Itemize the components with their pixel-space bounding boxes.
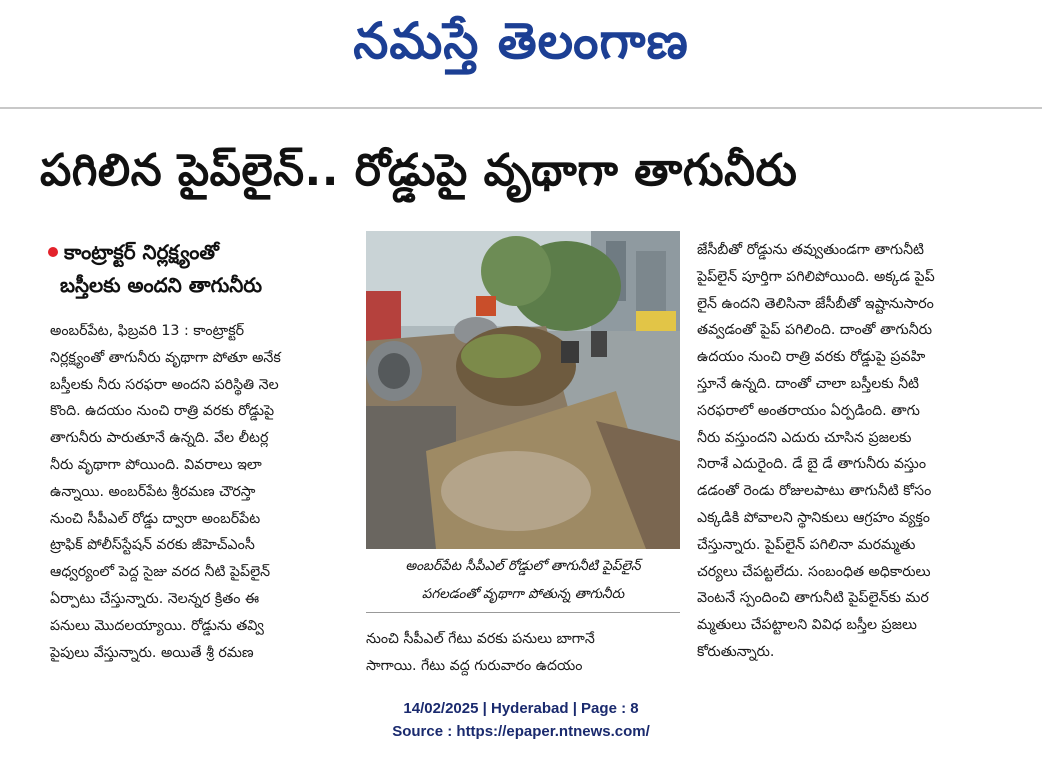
body-line: కొంది. ఉదయం నుంచి రాత్రి వరకు రోడ్డుపై — [50, 403, 275, 420]
article-column-right — [697, 237, 997, 666]
subhead-line-2: బస్తీలకు అందని తాగునీరు — [60, 273, 263, 297]
subhead-line-1: కాంట్రాక్టర్ నిర్లక్ష్యంతో — [64, 240, 219, 264]
article-subhead — [48, 236, 348, 302]
body-line: డడంతో రెండు రోజులపాటు తాగునీటి కోసం — [697, 483, 932, 500]
body-line: నుంచి సీపీఎల్ రోడ్డు ద్వారా అంబర్‌పేట — [50, 510, 261, 527]
body-line: సరఫరాలో అంతరాయం ఏర్పడింది. తాగు — [697, 402, 920, 419]
body-line: జేసీబీతో రోడ్డును తవ్వుతుండగా తాగునీటి — [697, 242, 924, 258]
body-line: ఆధ్వర్యంలో పెద్ద సైజు వరద నీటి పైప్‌లైన్ — [50, 564, 271, 581]
body-line: ఉదయం నుంచి రాత్రి వరకు రోడ్డుపై ప్రవహి — [697, 349, 926, 366]
caption-line-2: పగలడంతో వృథాగా పోతున్న తాగునీరు — [421, 586, 625, 602]
footer-date-line: 14/02/2025 | Hyderabad | Page : 8 — [403, 700, 639, 717]
body-line: ట్రాఫిక్ పోలీస్‌స్టేషన్ వరకు జీహెచ్‌ఎంసీ — [50, 537, 255, 554]
body-line: కోరుతున్నారు. — [697, 643, 775, 660]
footer-source-link[interactable]: Source : https://epaper.ntnews.com/ — [392, 723, 650, 740]
body-line: నిర్లక్ష్యంతో తాగునీరు వృథాగా పోతూ అనేక — [50, 349, 281, 366]
body-line: వెంటనే స్పందించి తాగునీటి పైప్‌లైన్‌కు మర — [697, 590, 929, 607]
body-line: పనులు మొదలయ్యాయి. రోడ్డును తవ్వి — [50, 617, 264, 634]
bullet-icon — [48, 247, 58, 257]
masthead — [0, 0, 1042, 102]
article-column-left — [50, 318, 344, 666]
body-line: తాగునీరు పారుతూనే ఉన్నది. వేల లీటర్ల — [50, 430, 269, 447]
masthead-divider — [0, 107, 1042, 109]
caption-divider — [366, 612, 680, 613]
photo-caption — [366, 552, 680, 608]
body-line: పైపులు వేస్తున్నారు. అయితే శ్రీ రమణ — [50, 644, 254, 661]
body-line: సాగాయి. గేటు వద్ద గురువారం ఉదయం — [366, 657, 583, 674]
masthead-logo: నమస్తే తెలంగాణ — [353, 12, 689, 70]
body-line: మ్మతులు చేపట్టాలని వివిధ బస్తీల ప్రజలు — [697, 617, 917, 634]
body-line: ఏర్పాటు చేస్తున్నారు. నెలన్నర క్రితం ఈ — [50, 590, 260, 607]
body-line: పైప్‌లైన్ పూర్తిగా పగిలిపోయింది. అక్కడ పైప్ — [697, 268, 935, 285]
article-headline: పగిలిన పైప్‌లైన్.. రోడ్డుపై వృథాగా తాగునీరు — [40, 145, 798, 196]
body-line: ఉన్నాయి. అంబర్‌పేట శ్రీరమణ చౌరస్తా — [50, 483, 256, 500]
body-line: నీరు వస్తుందని ఎదురు చూసిన ప్రజలకు — [697, 429, 912, 446]
body-line: బస్తీలకు నీరు సరఫరా అందని పరిస్థితి నెల — [50, 376, 279, 393]
body-line: స్తూనే ఉన్నది. దాంతో చాలా బస్తీలకు నీటి — [697, 375, 919, 392]
body-line: తవ్వడంతో పైప్ పగిలింది. దాంతో తాగునీరు — [697, 322, 932, 339]
article-photo — [366, 231, 680, 549]
body-line: నుంచి సీపీఎల్ గేటు వరకు పనులు బాగానే — [366, 631, 595, 647]
body-line: చేస్తున్నారు. పైప్‌లైన్ పగిలినా మరమ్మతు — [697, 536, 916, 553]
body-line: చర్యలు చేపట్టలేదు. సంబంధిత అధికారులు — [697, 563, 931, 580]
body-line: నీరు వృథాగా పోయింది. వివరాలు ఇలా — [50, 456, 262, 473]
body-line: లైన్ ఉందని తెలిసినా జేసీబీతో ఇష్టానుసారం — [697, 295, 934, 312]
body-line: ఎక్కడికి పోవాలని స్థానికులు ఆగ్రహం వ్యక్తం — [697, 509, 930, 526]
body-line: నిరాశే ఎదురైంది. డే బై డే తాగునీరు వస్తుం — [697, 456, 927, 473]
page-footer — [0, 697, 1042, 743]
body-line: అంబర్‌పేట, ఫిబ్రవరి 13 : కాంట్రాక్టర్ — [50, 323, 245, 339]
caption-line-1: అంబర్‌పేట సీపీఎల్ రోడ్డులో తాగునీటి పైప్‌లైన్ — [405, 558, 641, 574]
article-column-middle — [366, 626, 672, 680]
